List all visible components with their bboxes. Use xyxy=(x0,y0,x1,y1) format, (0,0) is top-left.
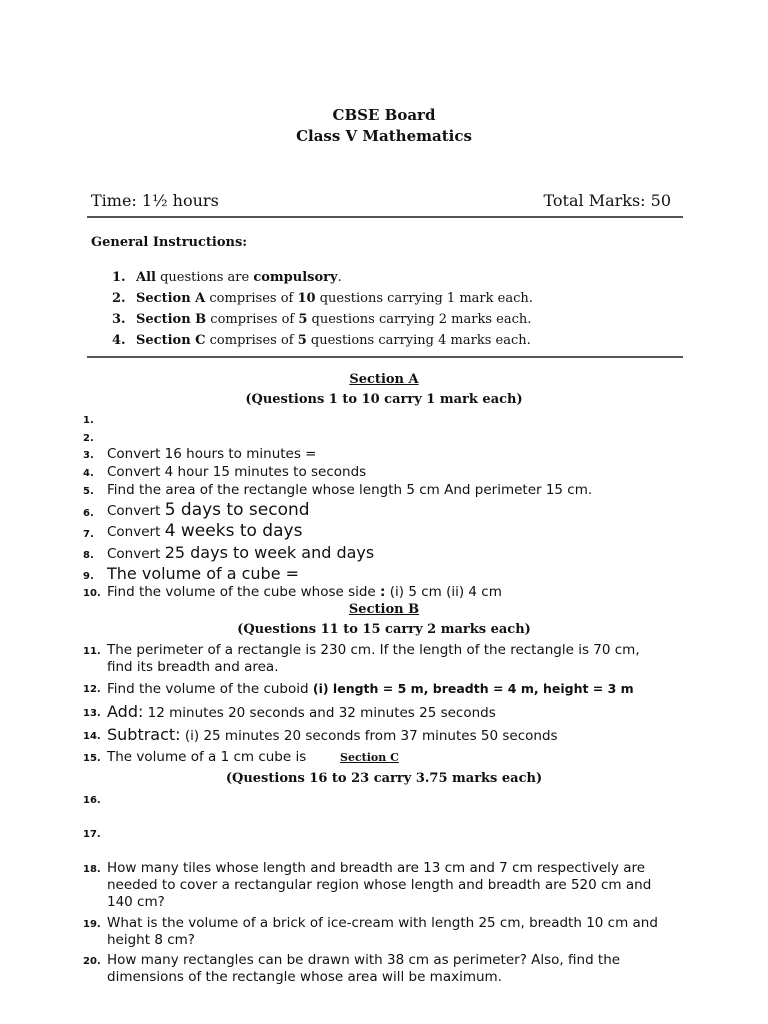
section-b-note: (Questions 11 to 15 carry 2 marks each) xyxy=(237,622,531,637)
instruction-item: 4. Section C comprises of 5 questions carrying 4 marks each. xyxy=(112,333,531,348)
doc-title-class: Class V Mathematics xyxy=(296,127,472,145)
instruction-item: 3. Section B comprises of 5 questions carrying 2 marks each. xyxy=(112,312,532,327)
time-label: Time: 1½ hours xyxy=(91,191,219,210)
total-marks-label: Total Marks: 50 xyxy=(543,191,671,210)
instruction-item: 2. Section A comprises of 10 questions carrying 1 mark each. xyxy=(112,291,533,306)
header-divider xyxy=(87,216,683,218)
instructions-title: General Instructions: xyxy=(91,235,248,250)
section-a-note: (Questions 1 to 10 carry 1 mark each) xyxy=(245,392,523,407)
instruction-item: 1. All questions are compulsory. xyxy=(112,270,342,285)
doc-title-board: CBSE Board xyxy=(332,106,436,124)
section-a-title: Section A xyxy=(349,372,419,387)
section-c-note: (Questions 16 to 23 carry 3.75 marks each) xyxy=(225,771,543,786)
section-b-title: Section B xyxy=(348,602,420,617)
instructions-divider xyxy=(87,356,683,358)
section-c-title: Section C xyxy=(340,751,399,764)
